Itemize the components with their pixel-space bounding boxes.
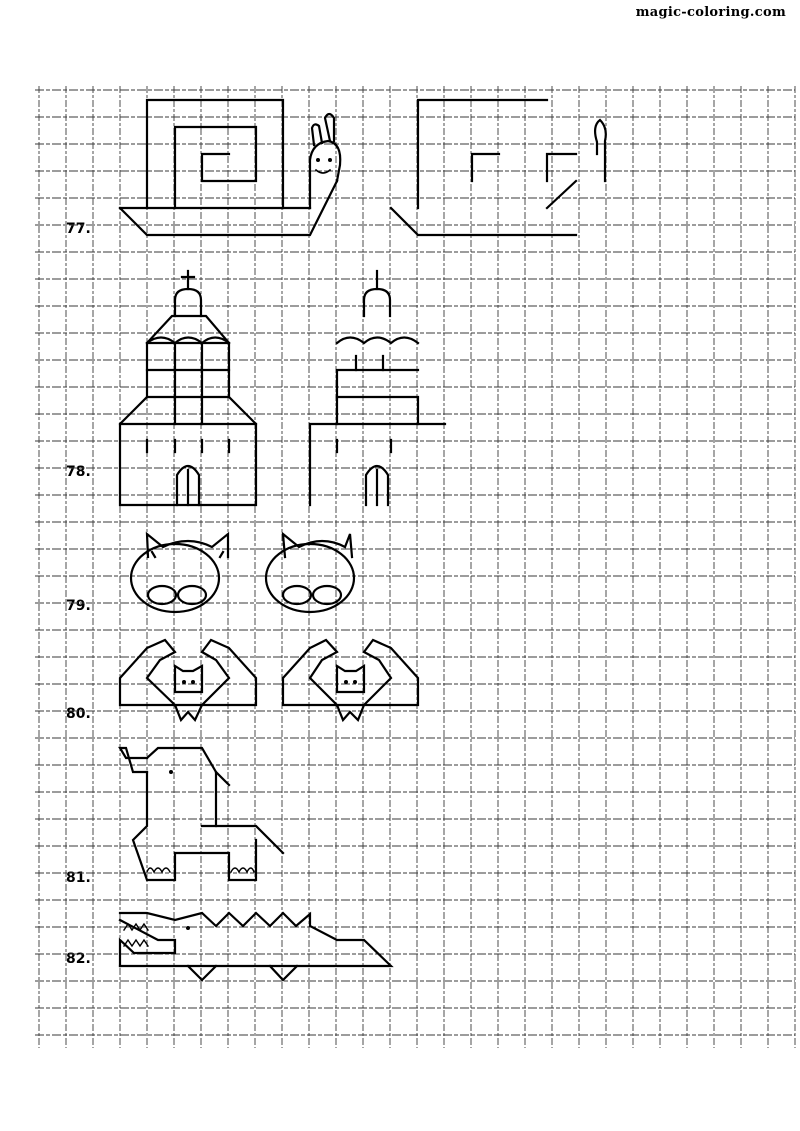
cat-face-model-drawing bbox=[131, 534, 228, 612]
exercise-number-82: 82. bbox=[66, 951, 91, 967]
graph-paper-grid bbox=[35, 86, 795, 1048]
exercise-number-78: 78. bbox=[66, 464, 91, 480]
exercise-number-77: 77. bbox=[66, 221, 91, 237]
exercise-number-80: 80. bbox=[66, 706, 91, 722]
crocodile-drawing bbox=[120, 913, 391, 980]
cat-face-partial-drawing bbox=[266, 534, 354, 612]
bat-model-drawing bbox=[120, 640, 256, 720]
site-label[interactable]: magic-coloring.com bbox=[635, 5, 786, 20]
exercise-number-81: 81. bbox=[66, 870, 91, 886]
elephant-drawing bbox=[120, 748, 283, 880]
snail-model-drawing bbox=[120, 100, 340, 235]
exercise-number-79: 79. bbox=[66, 598, 91, 614]
bat-partial-drawing bbox=[283, 640, 418, 720]
